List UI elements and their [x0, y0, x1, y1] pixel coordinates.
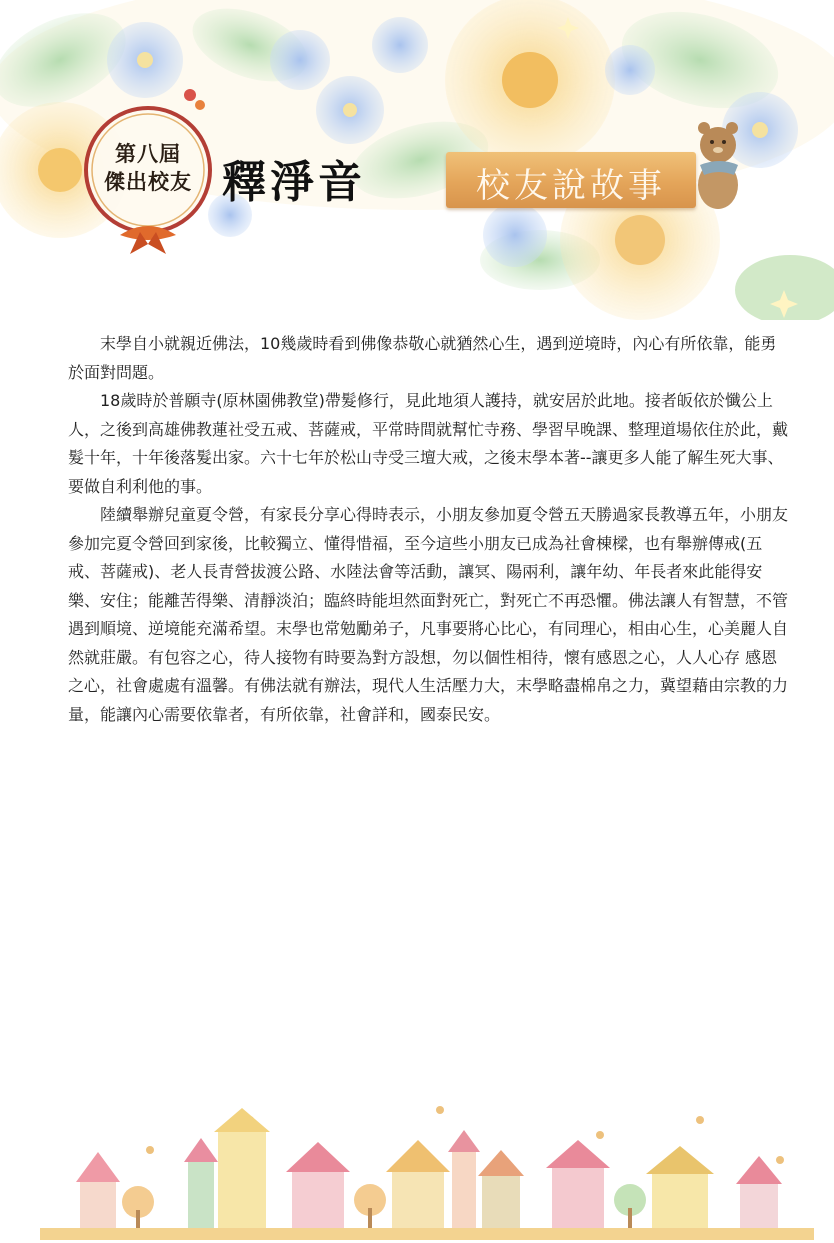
badge-session-label: 第八屆 — [115, 142, 181, 166]
alumnus-name: 釋淨音 — [222, 157, 366, 208]
header-banner — [0, 0, 834, 320]
badge-title-label: 傑出校友 — [104, 170, 192, 194]
title-sign-text: 校友說故事 — [476, 166, 666, 206]
footer-town-illustration — [0, 1090, 834, 1243]
town-houses-illustration — [0, 1090, 834, 1243]
title-sign — [446, 152, 696, 208]
story-paragraph-3: 陸續舉辦兒童夏令營，有家長分享心得時表示，小朋友參加夏令營五天勝過家長教導五年，小朋友參加完夏令營回到家後，比較獨立、懂得惜福，至今這些小朋友已成為社會棟樑，也有舉辦傳戒(五戒、菩薩戒)、老人長青營拔渡公路、水陸法會等活動，讓冥、陽兩利，讓年幼、年長者來此能得安樂、安住；能離苦得樂、清靜淡泊；臨終時能坦然面對死亡，對死亡不再恐懼。佛法讓人有智慧，不管遇到順境、逆境能充滿希望。末學也常勉勵弟子，凡事要將心比心，有同理心，相由心生，心美麗人自然就莊嚴。有包容之心，待人接物有時要為對方設想，勿以個性相待，懷有感恩之心，人人心存 感恩之心，社會處處有溫馨。有佛法就有辦法，現代人生活壓力大，末學略盡棉帛之力，冀望藉由宗教的力量，能讓內心需要依靠者，有所依靠，社會詳和，國泰民安。 — [68, 505, 789, 724]
bear-mascot-icon — [698, 122, 738, 209]
alumni-badge — [92, 140, 204, 196]
story-paragraph-2: 18歲時於普願寺(原林園佛教堂)帶髮修行，見此地須人護持，就安居於此地。接者皈依於懺公上人，之後到高雄佛教蓮社受五戒、菩薩戒，平常時間就幫忙寺務、學習早晚課、整理道場依住於此，戴髮十年，十年後落髮出家。六十七年於松山寺受三壇大戒，之後末學本著--讓更多人能了解生死大事、要做自利利他的事。 — [68, 391, 789, 496]
story-paragraph-1: 末學自小就親近佛法，10幾歲時看到佛像恭敬心就猶然心生，遇到逆境時，內心有所依靠，能勇於面對問題。 — [68, 334, 777, 382]
story-body — [68, 330, 788, 729]
